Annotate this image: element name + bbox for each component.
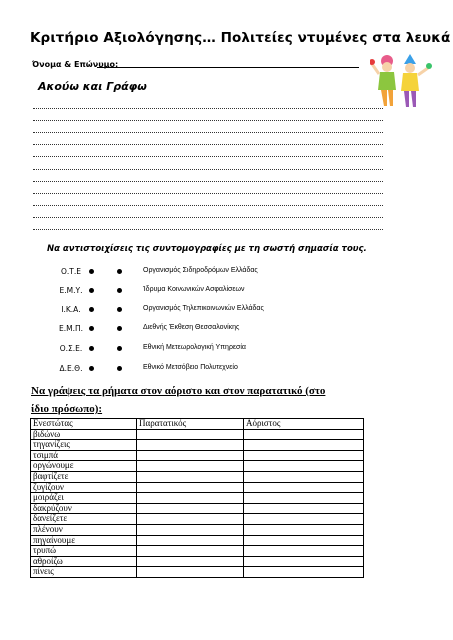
answer-cell[interactable] [244,450,364,461]
match-point-left[interactable] [89,269,94,274]
verb-cell: δανείζετε [31,514,137,525]
answer-cell[interactable] [244,482,364,493]
answer-cell[interactable] [137,461,244,472]
verbs-instruction: Να γράψεις τα ρήματα στον αόριστο και στον παρατατικό (στο ίδιο πρόσωπο): [31,385,326,415]
match-point-right[interactable] [117,326,122,331]
table-row [31,546,364,557]
answer-cell[interactable] [137,450,244,461]
writing-line [33,132,383,133]
name-label: Όνομα & Επώνυμο: [32,60,119,69]
writing-line [33,193,383,194]
match-point-left[interactable] [89,366,94,371]
table-row [31,493,364,504]
answer-cell[interactable] [244,567,364,578]
section-dictation-title: Ακούω και Γράφω [38,80,147,93]
abbreviation: Ι.Κ.Α. [61,305,81,314]
definition: Ίδρυμα Κοινωνικών Ασφαλίσεων [143,286,245,293]
clowns-clipart [370,50,432,110]
abbreviation: Δ.Ε.Θ. [59,364,83,373]
definition: Εθνική Μετεωρολογική Υπηρεσία [143,344,246,351]
match-point-right[interactable] [117,366,122,371]
verb-cell: αθροίζω [31,556,137,567]
table-row [31,524,364,535]
verb-cell: οργώνουμε [31,461,137,472]
table-row [31,429,364,440]
verbs-table [30,418,364,578]
answer-cell[interactable] [244,429,364,440]
writing-line [33,169,383,170]
answer-cell[interactable] [244,556,364,567]
definition: Οργανισμός Σιδηροδρόμων Ελλάδας [143,267,258,274]
answer-cell[interactable] [137,524,244,535]
verb-cell: πηγαίνουμε [31,535,137,546]
table-row [31,461,364,472]
answer-cell[interactable] [137,471,244,482]
verb-cell: βαφτίζετε [31,471,137,482]
table-row [31,471,364,482]
name-underline [97,67,359,68]
header-present: Ενεστώτας [31,419,137,430]
answer-cell[interactable] [137,556,244,567]
writing-line [33,229,383,230]
definition: Οργανισμός Τηλεπικοινωνιών Ελλάδας [143,305,264,312]
verb-cell: πίνεις [31,567,137,578]
answer-cell[interactable] [137,482,244,493]
definition: Διεθνής Έκθεση Θεσσαλονίκης [143,324,240,331]
table-row [31,482,364,493]
answer-cell[interactable] [137,493,244,504]
writing-line [33,120,383,121]
verb-cell: πλένουν [31,524,137,535]
verb-cell: δακρύζουν [31,503,137,514]
writing-line [33,108,383,109]
verb-cell: τρυπώ [31,546,137,557]
table-row [31,503,364,514]
answer-cell[interactable] [244,535,364,546]
answer-cell[interactable] [137,429,244,440]
answer-cell[interactable] [244,493,364,504]
abbreviation: Ε.Μ.Υ. [59,286,83,295]
answer-cell[interactable] [244,471,364,482]
verb-cell: μοιράζει [31,493,137,504]
answer-cell[interactable] [244,546,364,557]
table-row [31,440,364,451]
match-point-right[interactable] [117,288,122,293]
answer-cell[interactable] [137,514,244,525]
verb-cell: τσιμπά [31,450,137,461]
abbreviation: Ο.Τ.Ε [61,267,81,276]
answer-cell[interactable] [137,440,244,451]
answer-cell[interactable] [137,535,244,546]
table-row [31,450,364,461]
table-row [31,567,364,578]
match-point-right[interactable] [117,346,122,351]
verb-cell: βιδώνω [31,429,137,440]
matching-instruction: Να αντιστοιχίσεις τις συντομογραφίες με τη σωστή σημασία τους. [47,244,367,254]
answer-cell[interactable] [244,461,364,472]
answer-cell[interactable] [244,514,364,525]
abbreviation: Ο.Σ.Ε. [59,344,83,353]
writing-line [33,217,383,218]
table-row [31,514,364,525]
definition: Εθνικό Μετσόβειο Πολυτεχνείο [143,364,238,371]
match-point-right[interactable] [117,269,122,274]
writing-line [33,156,383,157]
table-row [31,535,364,546]
verb-cell: τηγανίζεις [31,440,137,451]
table-header-row [31,419,364,430]
verb-cell: ζυγίζουν [31,482,137,493]
match-point-left[interactable] [89,307,94,312]
answer-cell[interactable] [137,567,244,578]
header-imperfect: Παρατατικός [137,419,244,430]
answer-cell[interactable] [244,524,364,535]
match-point-left[interactable] [89,346,94,351]
abbreviation: Ε.Μ.Π. [58,324,83,333]
writing-line [33,181,383,182]
match-point-right[interactable] [117,307,122,312]
answer-cell[interactable] [244,440,364,451]
answer-cell[interactable] [137,546,244,557]
answer-cell[interactable] [137,503,244,514]
match-point-left[interactable] [89,288,94,293]
worksheet-title: Κριτήριο Αξιολόγησης… Πολιτείες ντυμένες στα λευκά [30,30,451,46]
writing-line [33,205,383,206]
header-aorist: Αόριστος [244,419,364,430]
match-point-left[interactable] [89,326,94,331]
table-row [31,556,364,567]
answer-cell[interactable] [244,503,364,514]
writing-line [33,144,383,145]
